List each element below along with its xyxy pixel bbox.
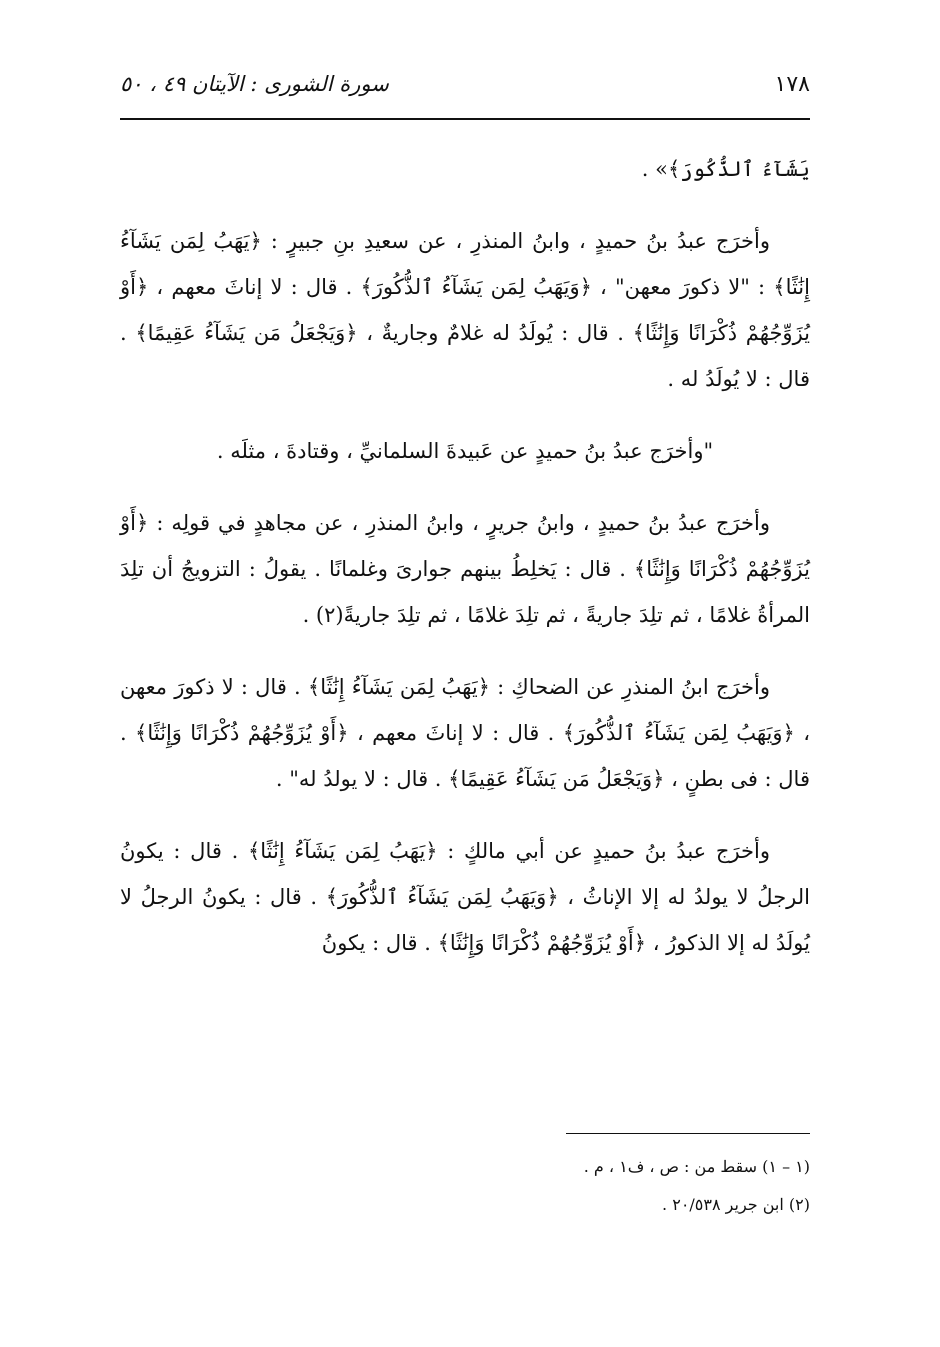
footnotes xyxy=(420,1148,810,1224)
footnote-2: (٢) ابن جرير ٢٠/٥٣٨ . xyxy=(662,1195,810,1214)
header-rule xyxy=(120,118,810,120)
paragraph-continuation: يَشَآءُ ٱلذُّكُورَ﴾» . xyxy=(641,157,810,181)
page-number: ١٧٨ xyxy=(774,71,810,97)
page-header xyxy=(120,62,810,106)
paragraph-saeed-ibn-jubayr: وأخرَج عبدُ بنُ حميدٍ ، وابنُ المنذرِ ، عن سعيدِ بنِ جبيرٍ : ﴿يَهَبُ لِمَن يَشَآءُ إِنَٰثًا﴾ : "لا ذكورَ معهن" ، ﴿وَيَهَبُ لِمَن يَشَآءُ ٱلذُّكُورَ﴾ . قال : لا إناثَ معهم ، ﴿أَوْ يُزَوِّجُهُمْ ذُكْرَانًا وَإِنَٰثًا﴾ . قال : يُولَدُ له غلامٌ وجاريةٌ ، ﴿وَيَجْعَلُ مَن يَشَآءُ عَقِيمًا﴾ . قال : لا يُولَدُ له . xyxy=(120,229,810,391)
paragraph-mujahid: وأخرَج عبدُ بنُ حميدٍ ، وابنُ جريرٍ ، وابنُ المنذرِ ، عن مجاهدٍ في قولِه : ﴿أَوْ يُزَوِّجُهُمْ ذُكْرَانًا وَإِنَٰثًا﴾ . قال : يَخلِطُ بينهم جوارىَ وغلمانًا . يقولُ : التزويجُ أن تلِدَ المرأةُ غلامًا ، ثم تلِدَ جاريةً ، ثم تلِدَ غلامًا ، ثم تلِدَ جاريةً(٢) . xyxy=(120,511,810,627)
footnote-1: (١ – ١) سقط من : ص ، ف١ ، م . xyxy=(583,1157,810,1176)
footnote-rule xyxy=(566,1133,810,1134)
main-text xyxy=(120,146,810,992)
paragraph-abi-malik: وأخرَج عبدُ بنُ حميدٍ عن أبي مالكٍ : ﴿يَهَبُ لِمَن يَشَآءُ إِنَٰثًا﴾ . قال : يكونُ الرجلُ لا يولدُ له إلا الإناثُ ، ﴿وَيَهَبُ لِمَن يَشَآءُ ٱلذُّكُورَ﴾ . قال : يكونُ الرجلُ لا يُولَدُ له إلا الذكورُ ، ﴿أَوْ يُزَوِّجُهُمْ ذُكْرَانًا وَإِنَٰثًا﴾ . قال : يكونُ xyxy=(120,839,810,955)
paragraph-dahhak: وأخرَج ابنُ المنذرِ عن الضحاكِ : ﴿يَهَبُ لِمَن يَشَآءُ إِنَٰثًا﴾ . قال : لا ذكورَ معهن ، ﴿وَيَهَبُ لِمَن يَشَآءُ ٱلذُّكُورَ﴾ . قال : لا إناثَ معهم ، ﴿أَوْ يُزَوِّجُهُمْ ذُكْرَانًا وَإِنَٰثًا﴾ . قال : فى بطنٍ ، ﴿وَيَجْعَلُ مَن يَشَآءُ عَقِيمًا﴾ . قال : لا يولدُ له" . xyxy=(120,675,810,791)
paragraph-abidah-qatadah: "وأخرَج عبدُ بنُ حميدٍ عن عَبيدةَ السلمانيِّ ، وقتادةَ ، مثلَه . xyxy=(216,439,714,463)
running-title: سورة الشورى : الآيتان ٤٩ ، ٥٠ xyxy=(120,72,389,96)
